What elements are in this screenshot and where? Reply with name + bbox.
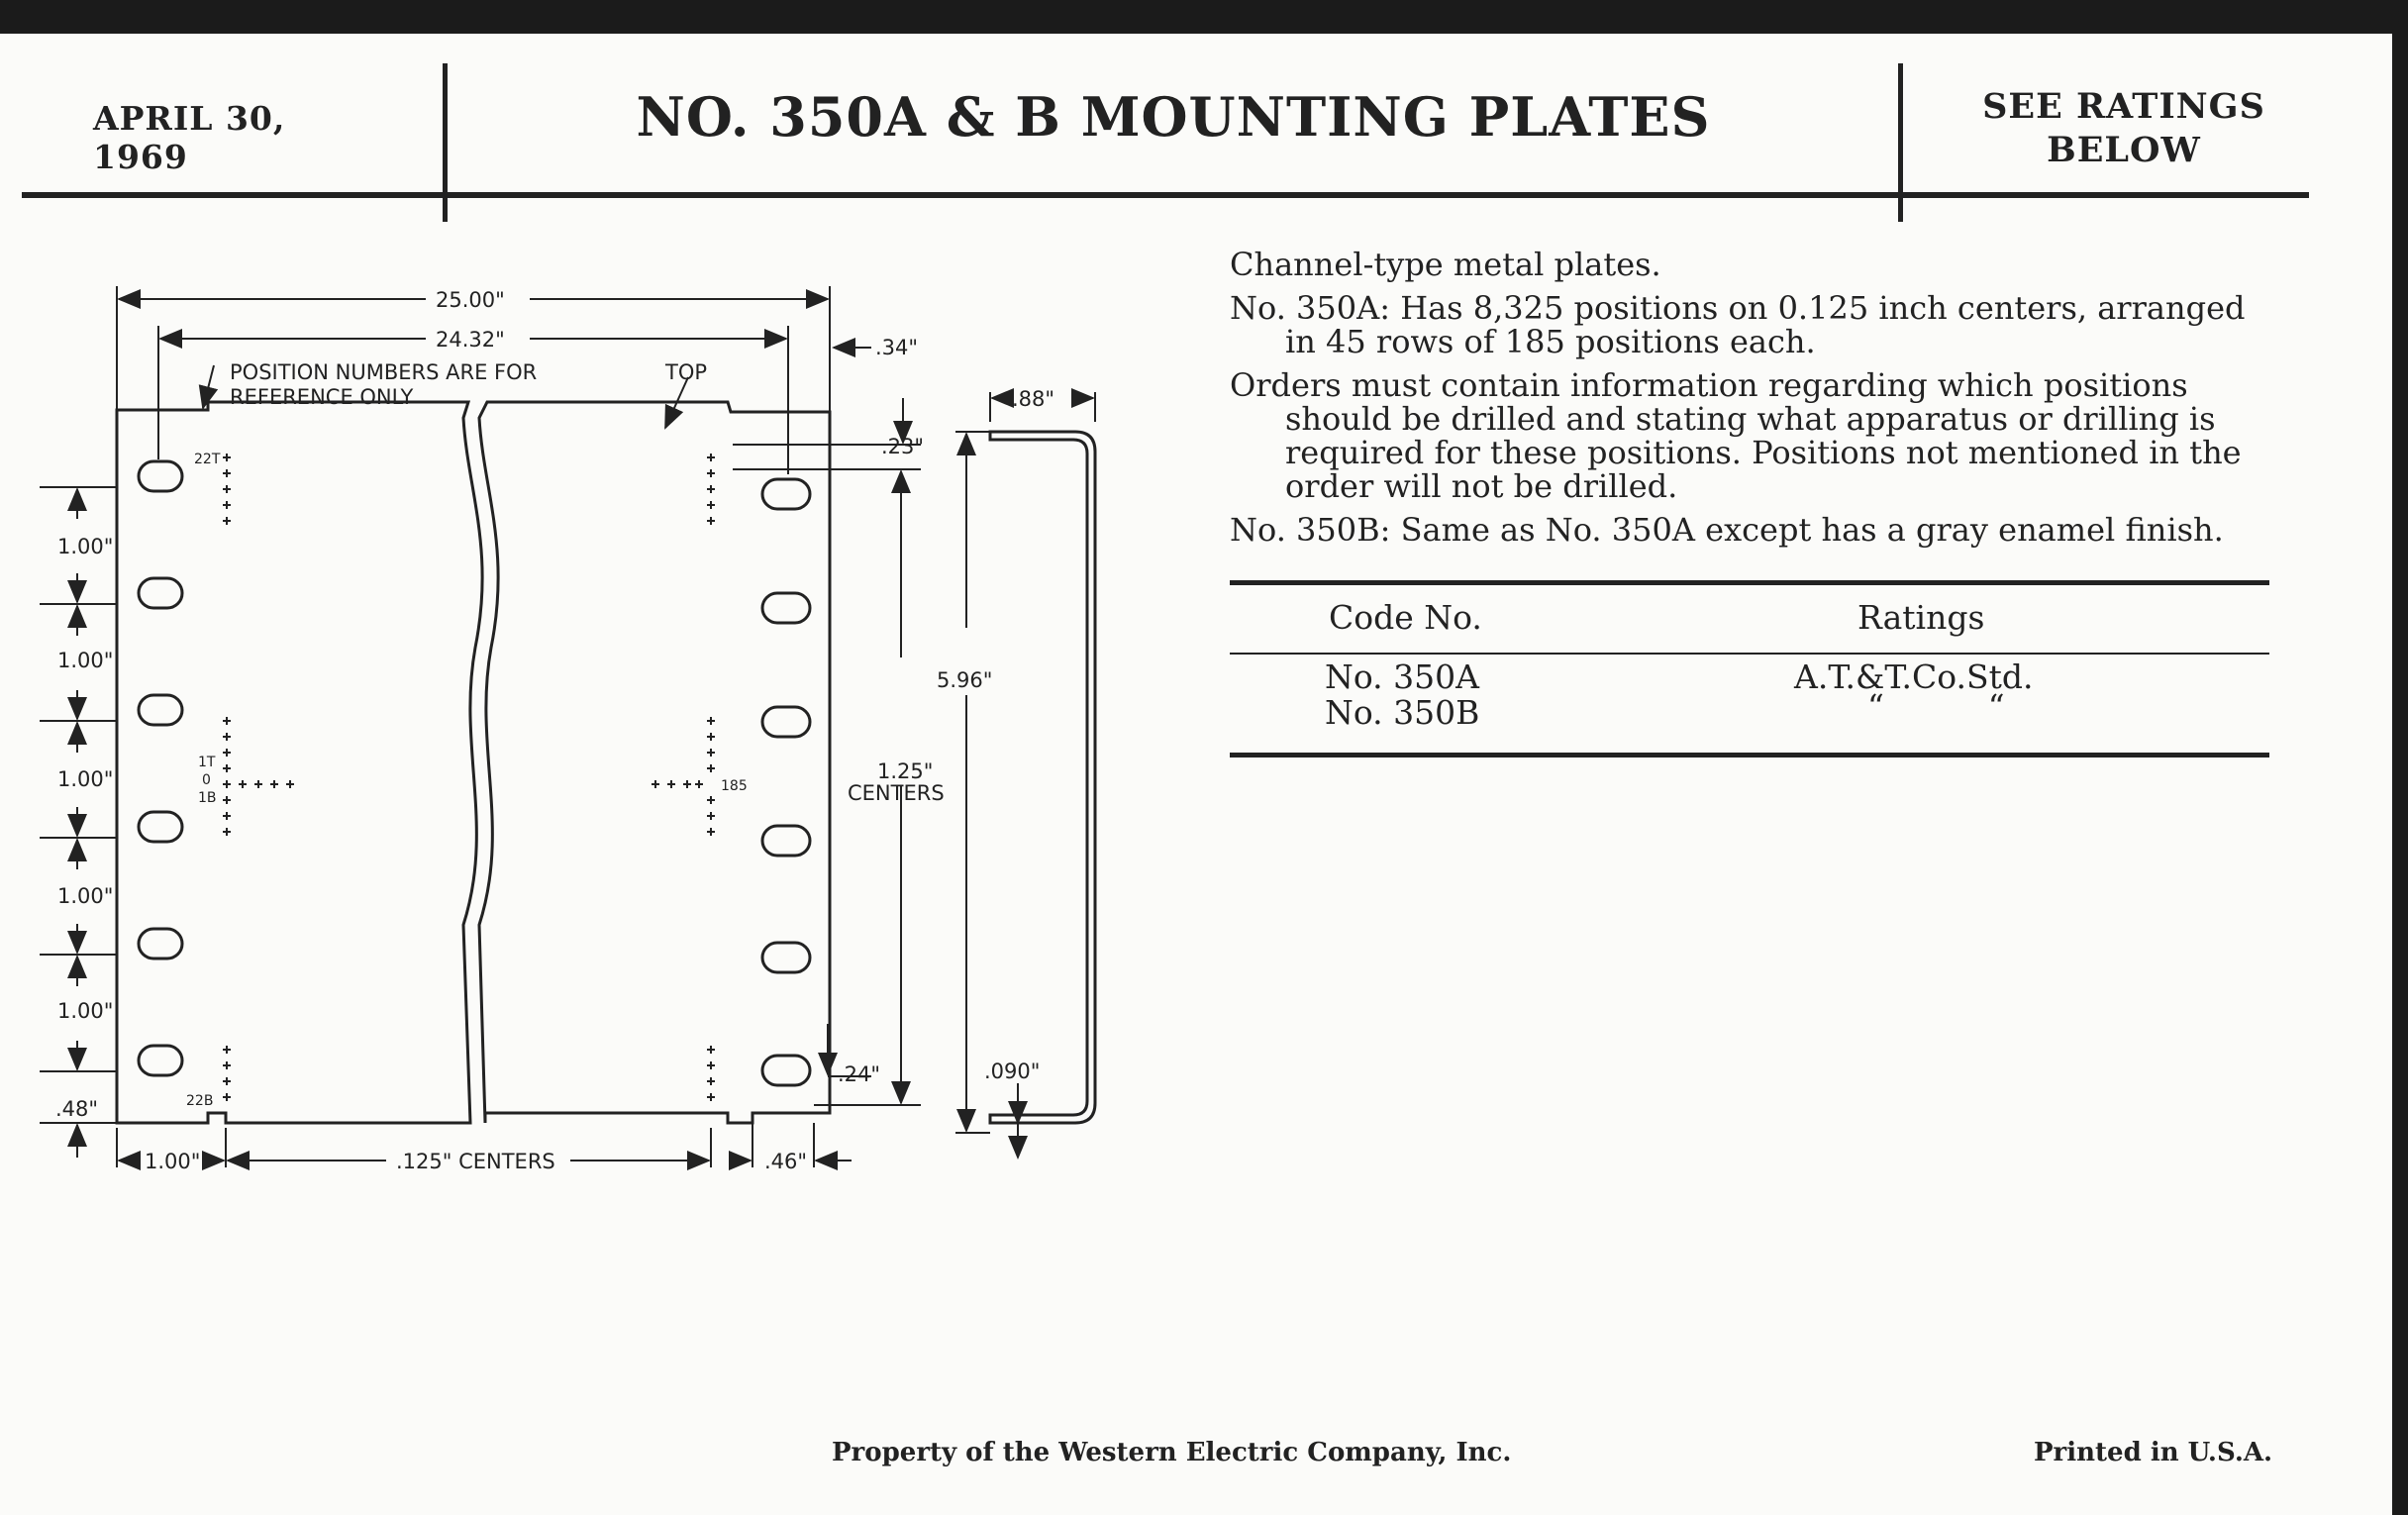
position-label-1t: 1T bbox=[198, 755, 216, 770]
plate-left-section bbox=[117, 402, 482, 1123]
label-top: TOP bbox=[665, 360, 708, 384]
ratings-note-line1: SEE RATINGS bbox=[1982, 86, 2265, 127]
dim-bottom-offset: .24" bbox=[838, 1062, 881, 1086]
dim-flange: .88" bbox=[1012, 387, 1055, 411]
position-label-22t: 22T bbox=[194, 452, 221, 467]
dim-height: 5.96" bbox=[937, 668, 993, 692]
footer-property: Property of the Western Electric Company, Inc. bbox=[832, 1438, 1512, 1467]
description-intro: Channel-type metal plates. bbox=[1230, 246, 1661, 283]
mounting-hole bbox=[139, 461, 182, 491]
dim-left-spacing-3: 1.00" bbox=[57, 767, 114, 791]
mounting-hole bbox=[139, 812, 182, 842]
mounting-hole bbox=[139, 695, 182, 725]
mounting-hole bbox=[139, 578, 182, 608]
dim-top-offset: .23" bbox=[881, 435, 925, 458]
description-orders: Orders must contain information regarding which positions should be drilled and stating what apparatus or drilling is required for these positions. Positions not mentioned in the order will not be drilled. bbox=[1230, 366, 2242, 505]
description bbox=[1230, 248, 2269, 556]
mounting-hole bbox=[762, 593, 810, 623]
table-cell-code-350a: No. 350A bbox=[1325, 657, 1479, 696]
table-cell-code-350b: No. 350B bbox=[1325, 693, 1480, 732]
note-position-numbers-line2: REFERENCE ONLY bbox=[230, 385, 414, 409]
table-cell-rating-350a: A.T.&T.Co.Std. bbox=[1794, 657, 2034, 696]
table-top-rule bbox=[1230, 580, 2269, 585]
dim-left-spacing-2: 1.00" bbox=[57, 649, 114, 672]
table-header-code: Code No. bbox=[1329, 598, 1482, 637]
page-title: NO. 350A & B MOUNTING PLATES bbox=[636, 85, 1711, 149]
position-label-1b: 1B bbox=[198, 790, 217, 806]
description-350a: No. 350A: Has 8,325 positions on 0.125 inch centers, arranged in 45 rows of 185 positions each. bbox=[1230, 289, 2246, 360]
mounting-plate-drawing bbox=[0, 232, 1149, 1222]
mounting-hole bbox=[139, 1046, 182, 1075]
table-bottom-rule bbox=[1230, 753, 2269, 758]
dim-bottom-first: 1.00" bbox=[145, 1150, 201, 1173]
plate-side-view bbox=[990, 432, 1095, 1123]
dim-bottom-centers: .125" CENTERS bbox=[396, 1150, 555, 1173]
dim-thickness: .090" bbox=[984, 1060, 1041, 1083]
description-350b: No. 350B: Same as No. 350A except has a gray enamel finish. bbox=[1230, 511, 2224, 549]
table-cell-rating-350b: “ “ bbox=[1867, 687, 2005, 726]
dim-left-spacing-1: 1.00" bbox=[57, 535, 114, 558]
ratings-note-line2: BELOW bbox=[2047, 130, 2201, 170]
position-label-22b: 22B bbox=[186, 1093, 214, 1109]
dim-hole-centers-label: CENTERS bbox=[848, 781, 945, 805]
dim-overall-width: 25.00" bbox=[436, 288, 505, 312]
dim-hole-centers-value: 1.25" bbox=[877, 759, 934, 783]
mounting-hole bbox=[762, 1056, 810, 1085]
dim-edge-offset: .34" bbox=[875, 336, 919, 359]
position-label-185: 185 bbox=[721, 778, 748, 794]
document-date: APRIL 30, 1969 bbox=[93, 99, 286, 176]
mounting-hole bbox=[762, 707, 810, 737]
dim-left-spacing-4: 1.00" bbox=[57, 884, 114, 908]
table-header-ratings: Ratings bbox=[1857, 598, 1985, 637]
position-marks bbox=[223, 454, 715, 1101]
mounting-hole bbox=[139, 929, 182, 959]
table-header-rule bbox=[1230, 653, 2269, 655]
position-label-0: 0 bbox=[202, 772, 211, 788]
document-card bbox=[0, 34, 2392, 1515]
mounting-hole bbox=[762, 826, 810, 856]
footer-printed: Printed in U.S.A. bbox=[2034, 1438, 2273, 1467]
dim-bottom-left: .48" bbox=[55, 1097, 99, 1121]
note-position-numbers-line1: POSITION NUMBERS ARE FOR bbox=[230, 360, 538, 384]
mounting-hole bbox=[762, 479, 810, 509]
dim-left-spacing-5: 1.00" bbox=[57, 999, 114, 1023]
ratings-note bbox=[1906, 85, 2342, 172]
header-divider-right bbox=[1898, 63, 1903, 222]
dim-bottom-right: .46" bbox=[764, 1150, 808, 1173]
header-rule bbox=[22, 192, 2309, 198]
dim-hole-span: 24.32" bbox=[436, 328, 505, 352]
mounting-hole bbox=[762, 943, 810, 972]
